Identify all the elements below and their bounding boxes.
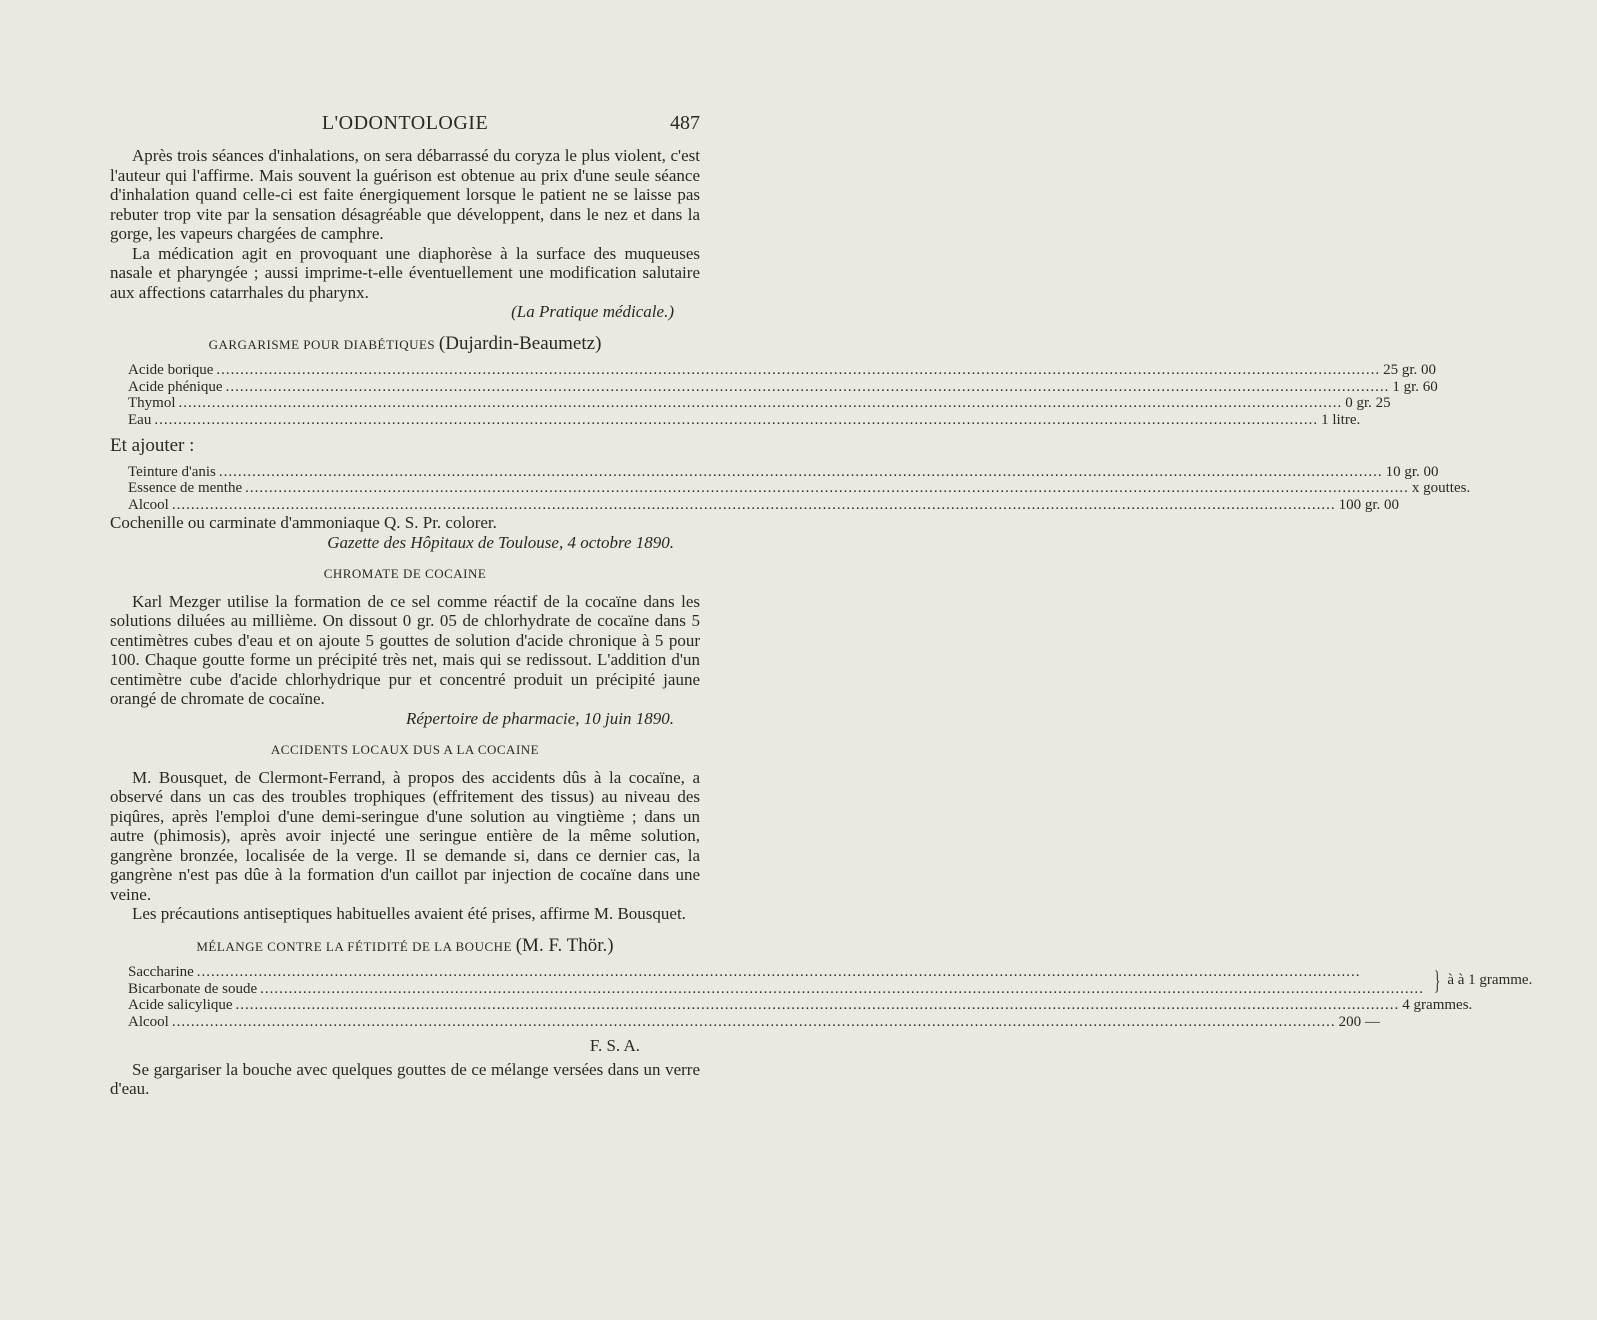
- ingredient-name: Saccharine: [128, 964, 194, 980]
- leader-dots: [172, 1014, 1336, 1031]
- leader-dots: [226, 379, 1390, 396]
- leader-dots: [245, 480, 1409, 497]
- ingredient-name: Thymol: [128, 395, 176, 411]
- ingredient-name: Essence de menthe: [128, 480, 243, 496]
- recipe-row: [128, 463, 1439, 481]
- ingredient-quantity: 4 grammes.: [1402, 997, 1473, 1013]
- ingredient-name: Acide phénique: [128, 378, 223, 395]
- intro-source: (La Pratique médicale.): [511, 302, 674, 321]
- leader-dots: [172, 497, 1336, 514]
- recipe-row: [128, 496, 1399, 514]
- ingredient-name: Alcool: [128, 496, 169, 513]
- gargarisme-title: [110, 334, 700, 355]
- page-number: 487: [670, 112, 700, 134]
- ingredient-quantity: 10 gr. 00: [1385, 463, 1439, 480]
- intro-paragraph-1: Après trois séances d'inhalations, on sera débarrassé du coryza le plus violent, c'est l'auteur qui l'affirme. Mais souvent la guérison est obtenue au prix d'une seule séance d'inhalation quand celle-ci est faite énergiquement lorsque le patient ne se laisse pas rebuter trop vite par la sensation désagréable que développent, dans le nez et dans la gorge, les vapeurs chargées de camphre.: [110, 146, 700, 243]
- recipe-row: [128, 1013, 1380, 1031]
- leader-dots: [179, 395, 1343, 412]
- chromate-source: Répertoire de pharmacie, 10 juin 1890.: [405, 708, 674, 728]
- leader-dots: [216, 362, 1380, 379]
- gargarisme-recipe: [128, 362, 1438, 428]
- ingredient-quantity: 1 litre.: [1321, 411, 1361, 428]
- accidents-paragraph-1: M. Bousquet, de Clermont-Ferrand, à propos des accidents dûs à la cocaïne, a observé dans un cas des troubles trophiques (effritement des tissus) au niveau des piqûres, après l'emploi d'une demi-seringue d'une solution au vingtième ; dans un autre (phimosis), après avoir injecté une seringue entière de la même solution, gangrène bronzée, localisée de la verge. Il se demande si, dans ce dernier cas, la gangrène n'est pas dûe à la formation d'un caillot par injection de cocaïne dans une veine.: [110, 767, 700, 904]
- ingredient-name: Teinture d'anis: [128, 463, 216, 480]
- coloring-line: Cochenille ou carminate d'ammoniaque Q. S. Pr. colorer.: [110, 513, 497, 532]
- intro-paragraph-2: La médication agit en provoquant une diaphorèse à la surface des muqueuses nasale et pharyngée ; aussi imprime-t-elle éventuellement une modification salutaire aux affections catarrhales du pharynx.: [110, 243, 700, 302]
- running-title: L'ODONTOLOGIE: [321, 112, 489, 134]
- chromate-title: CHROMATE DE COCAINE: [323, 566, 487, 581]
- ingredient-quantity: 200 —: [1338, 1013, 1380, 1030]
- leader-dots: [154, 412, 1318, 429]
- ingredient-name: Alcool: [128, 1013, 169, 1030]
- recipe-row: [128, 411, 1361, 429]
- recipe-row: [128, 395, 1391, 412]
- ingredient-quantity: 1 gr. 60: [1392, 378, 1438, 395]
- accidents-title: ACCIDENTS LOCAUX DUS A LA COCAINE: [270, 742, 540, 757]
- ingredient-quantity: 100 gr. 00: [1338, 496, 1399, 513]
- ingredient-name: Eau: [128, 411, 152, 428]
- melange-instruction: Se gargariser la bouche avec quelques gouttes de ce mélange versées dans un verre d'eau.: [110, 1059, 700, 1098]
- melange-recipe: [128, 964, 1533, 1030]
- chromate-paragraph: Karl Mezger utilise la formation de ce sel comme réactif de la cocaïne dans les solutions diluées au millième. On dissout 0 gr. 05 de chlorhydrate de cocaïne dans 5 centimètres cubes d'eau et on ajoute 5 gouttes de solution d'acide chronique à 5 pour 100. Chaque goutte forme un précipité très net, mais qui se redissout. L'addition d'un centimètre cube d'acide chlorhydrique pur et concentré produit un précipité jaune orangé de chromate de cocaïne.: [110, 591, 700, 708]
- recipe-row: [128, 997, 1473, 1014]
- recipe-row: [128, 981, 1427, 998]
- leader-dots: [197, 964, 1424, 981]
- ingredient-name: Acide borique: [128, 362, 214, 378]
- gargarisme-recipe-additions: [128, 463, 1471, 514]
- leader-dots: [236, 997, 1400, 1014]
- gargarisme-author: (Dujardin-Beaumetz): [438, 332, 602, 354]
- ingredient-quantity: x gouttes.: [1411, 480, 1471, 496]
- gargarisme-source: Gazette des Hôpitaux de Toulouse, 4 octobre 1890.: [327, 532, 674, 552]
- melange-title-text: MÉLANGE CONTRE LA FÉTIDITÉ DE LA BOUCHE: [196, 938, 512, 954]
- leader-dots: [260, 981, 1424, 998]
- page-header: [110, 112, 700, 140]
- ingredient-quantity: 0 gr. 25: [1345, 395, 1391, 411]
- accidents-paragraph-2: Les précautions antiseptiques habituelles avaient été prises, affirme M. Bousquet.: [132, 904, 686, 923]
- ingredient-name: Acide salicylique: [128, 997, 233, 1013]
- recipe-row: [128, 378, 1438, 396]
- leader-dots: [219, 464, 1383, 481]
- melange-title: [110, 936, 700, 957]
- recipe-row: [128, 480, 1471, 497]
- recipe-row: [128, 362, 1437, 379]
- add-heading: Et ajouter :: [110, 435, 195, 456]
- page-body: [110, 146, 1533, 1099]
- fsa-abbreviation: F. S. A.: [589, 1036, 640, 1055]
- melange-author: (M. F. Thör.): [515, 934, 614, 956]
- braced-quantity: à à 1 gramme.: [1447, 972, 1533, 989]
- brace-symbol: }: [1433, 965, 1441, 995]
- braced-ingredients: [128, 964, 1533, 997]
- ingredient-name: Bicarbonate de soude: [128, 980, 258, 997]
- ingredient-quantity: 25 gr. 00: [1383, 362, 1437, 378]
- gargarisme-title-text: GARGARISME POUR DIABÉTIQUES: [208, 336, 436, 352]
- recipe-row: [128, 964, 1427, 981]
